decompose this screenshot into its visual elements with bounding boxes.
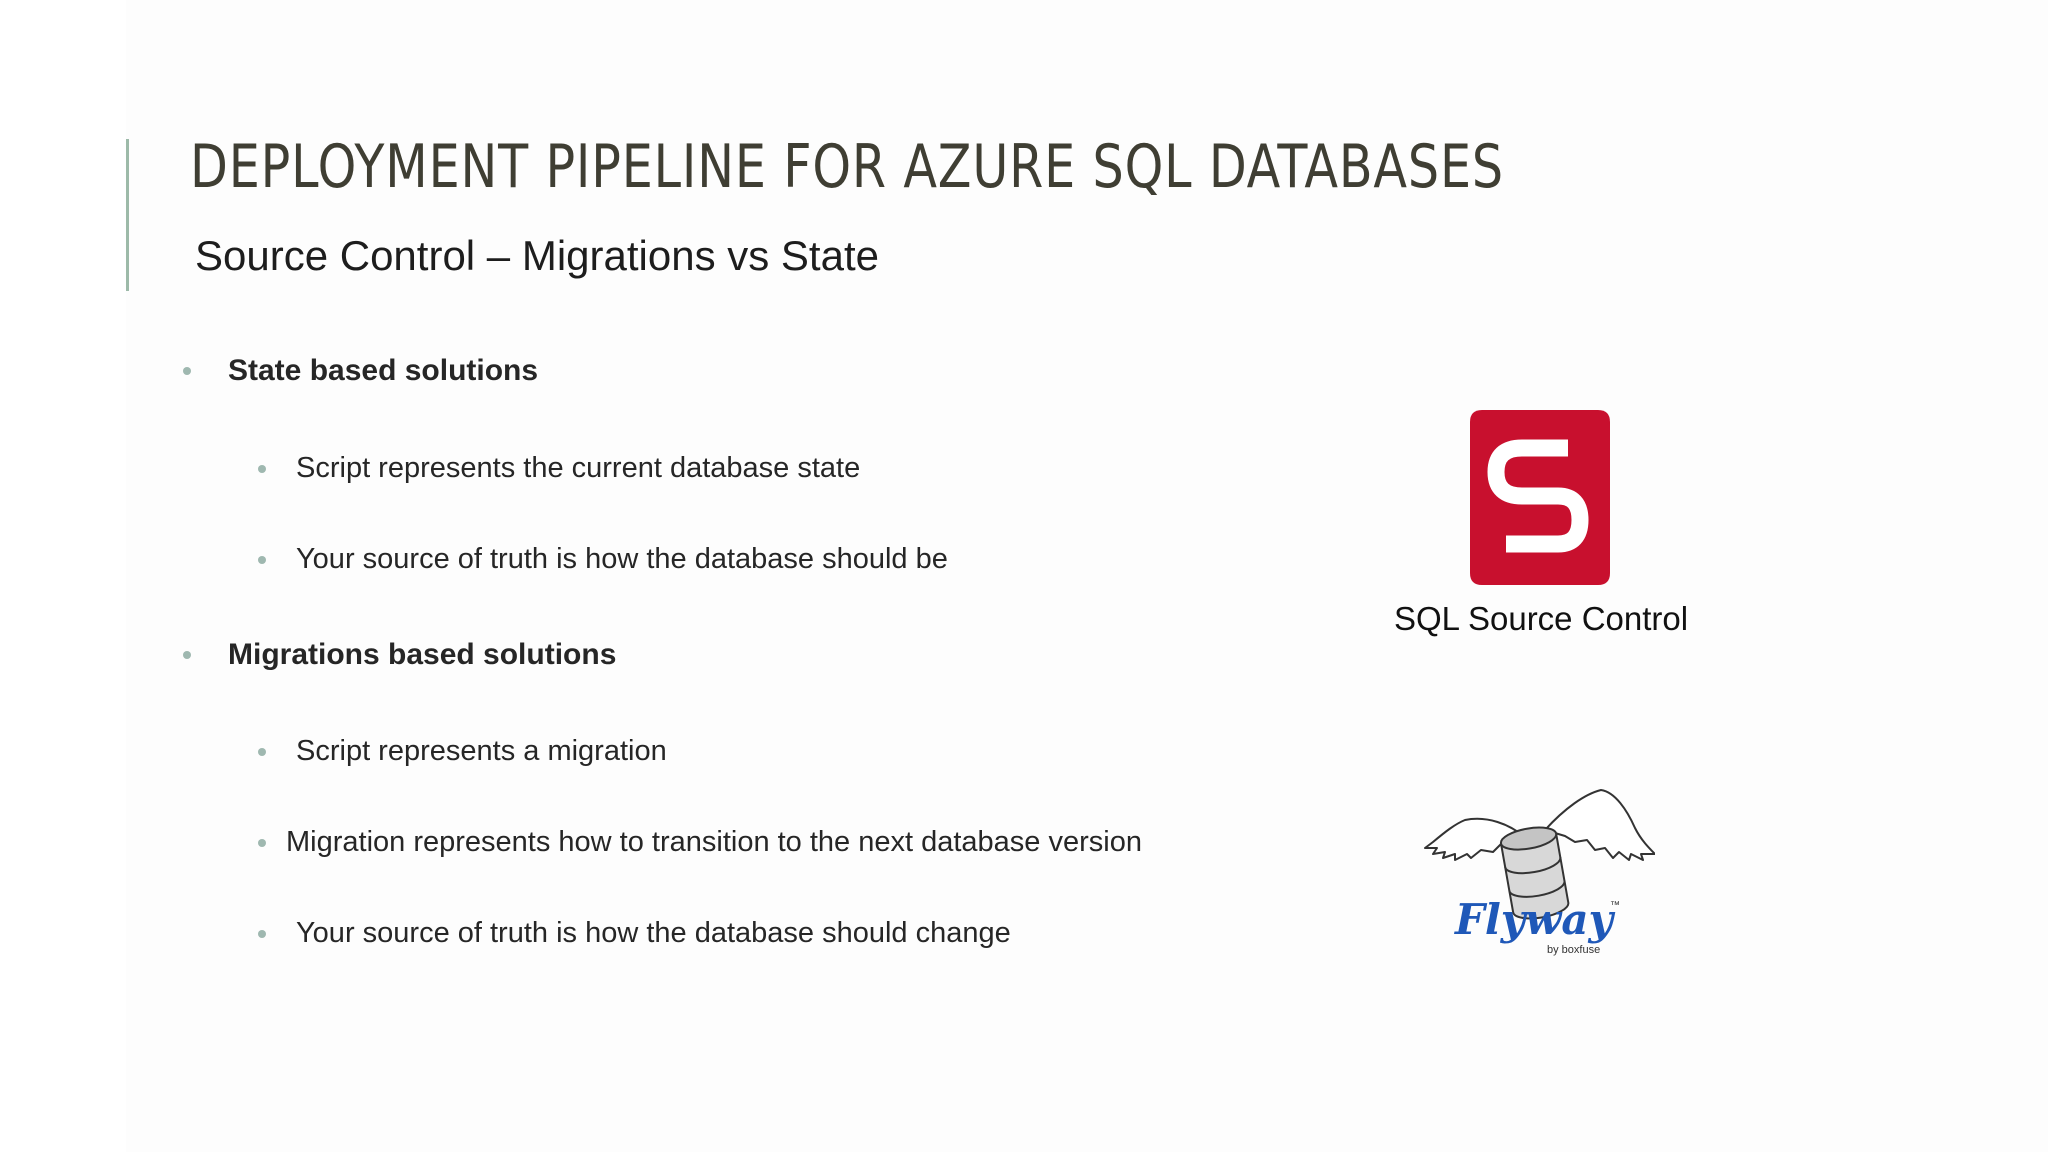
slide-subtitle: Source Control – Migrations vs State <box>195 232 879 279</box>
flyway-byline: by boxfuse <box>1547 944 1601 956</box>
bullet-state-based <box>228 354 538 388</box>
bullet-truth-should-be <box>296 543 948 576</box>
sql-source-control-caption: SQL Source Control <box>1394 600 1689 637</box>
title-accent-bar <box>126 139 129 291</box>
bullet-text: Your source of truth is how the database should change <box>296 917 1011 949</box>
bullet-text: Script represents a migration <box>296 735 667 767</box>
bullet-dot <box>183 367 191 375</box>
bullet-truth-should-change <box>296 917 1011 950</box>
bullet-migration-transition <box>286 826 1142 859</box>
bullet-dot <box>258 839 266 847</box>
bullet-script-current-state <box>296 452 860 485</box>
flyway-wordmark: Flyway <box>1455 895 1613 944</box>
sql-source-control-logo-icon <box>1470 410 1610 585</box>
bullet-text: Your source of truth is how the database should be <box>296 543 948 575</box>
bullet-dot <box>258 748 266 756</box>
bullet-dot <box>258 930 266 938</box>
slide-title: DEPLOYMENT PIPELINE FOR AZURE SQL DATABASES <box>190 132 1504 202</box>
bullet-text: Migration represents how to transition to the next database version <box>286 826 1142 858</box>
bullet-text: Script represents the current database state <box>296 452 861 484</box>
flyway-trademark: ™ <box>1610 900 1620 911</box>
bullet-dot <box>258 556 266 564</box>
bullet-script-migration <box>296 735 667 768</box>
bullet-text: State based solutions <box>228 354 539 387</box>
bullet-dot <box>183 651 191 659</box>
bullet-text: Migrations based solutions <box>228 638 617 671</box>
bullet-migrations-based <box>228 638 616 672</box>
bullet-dot <box>258 465 266 473</box>
